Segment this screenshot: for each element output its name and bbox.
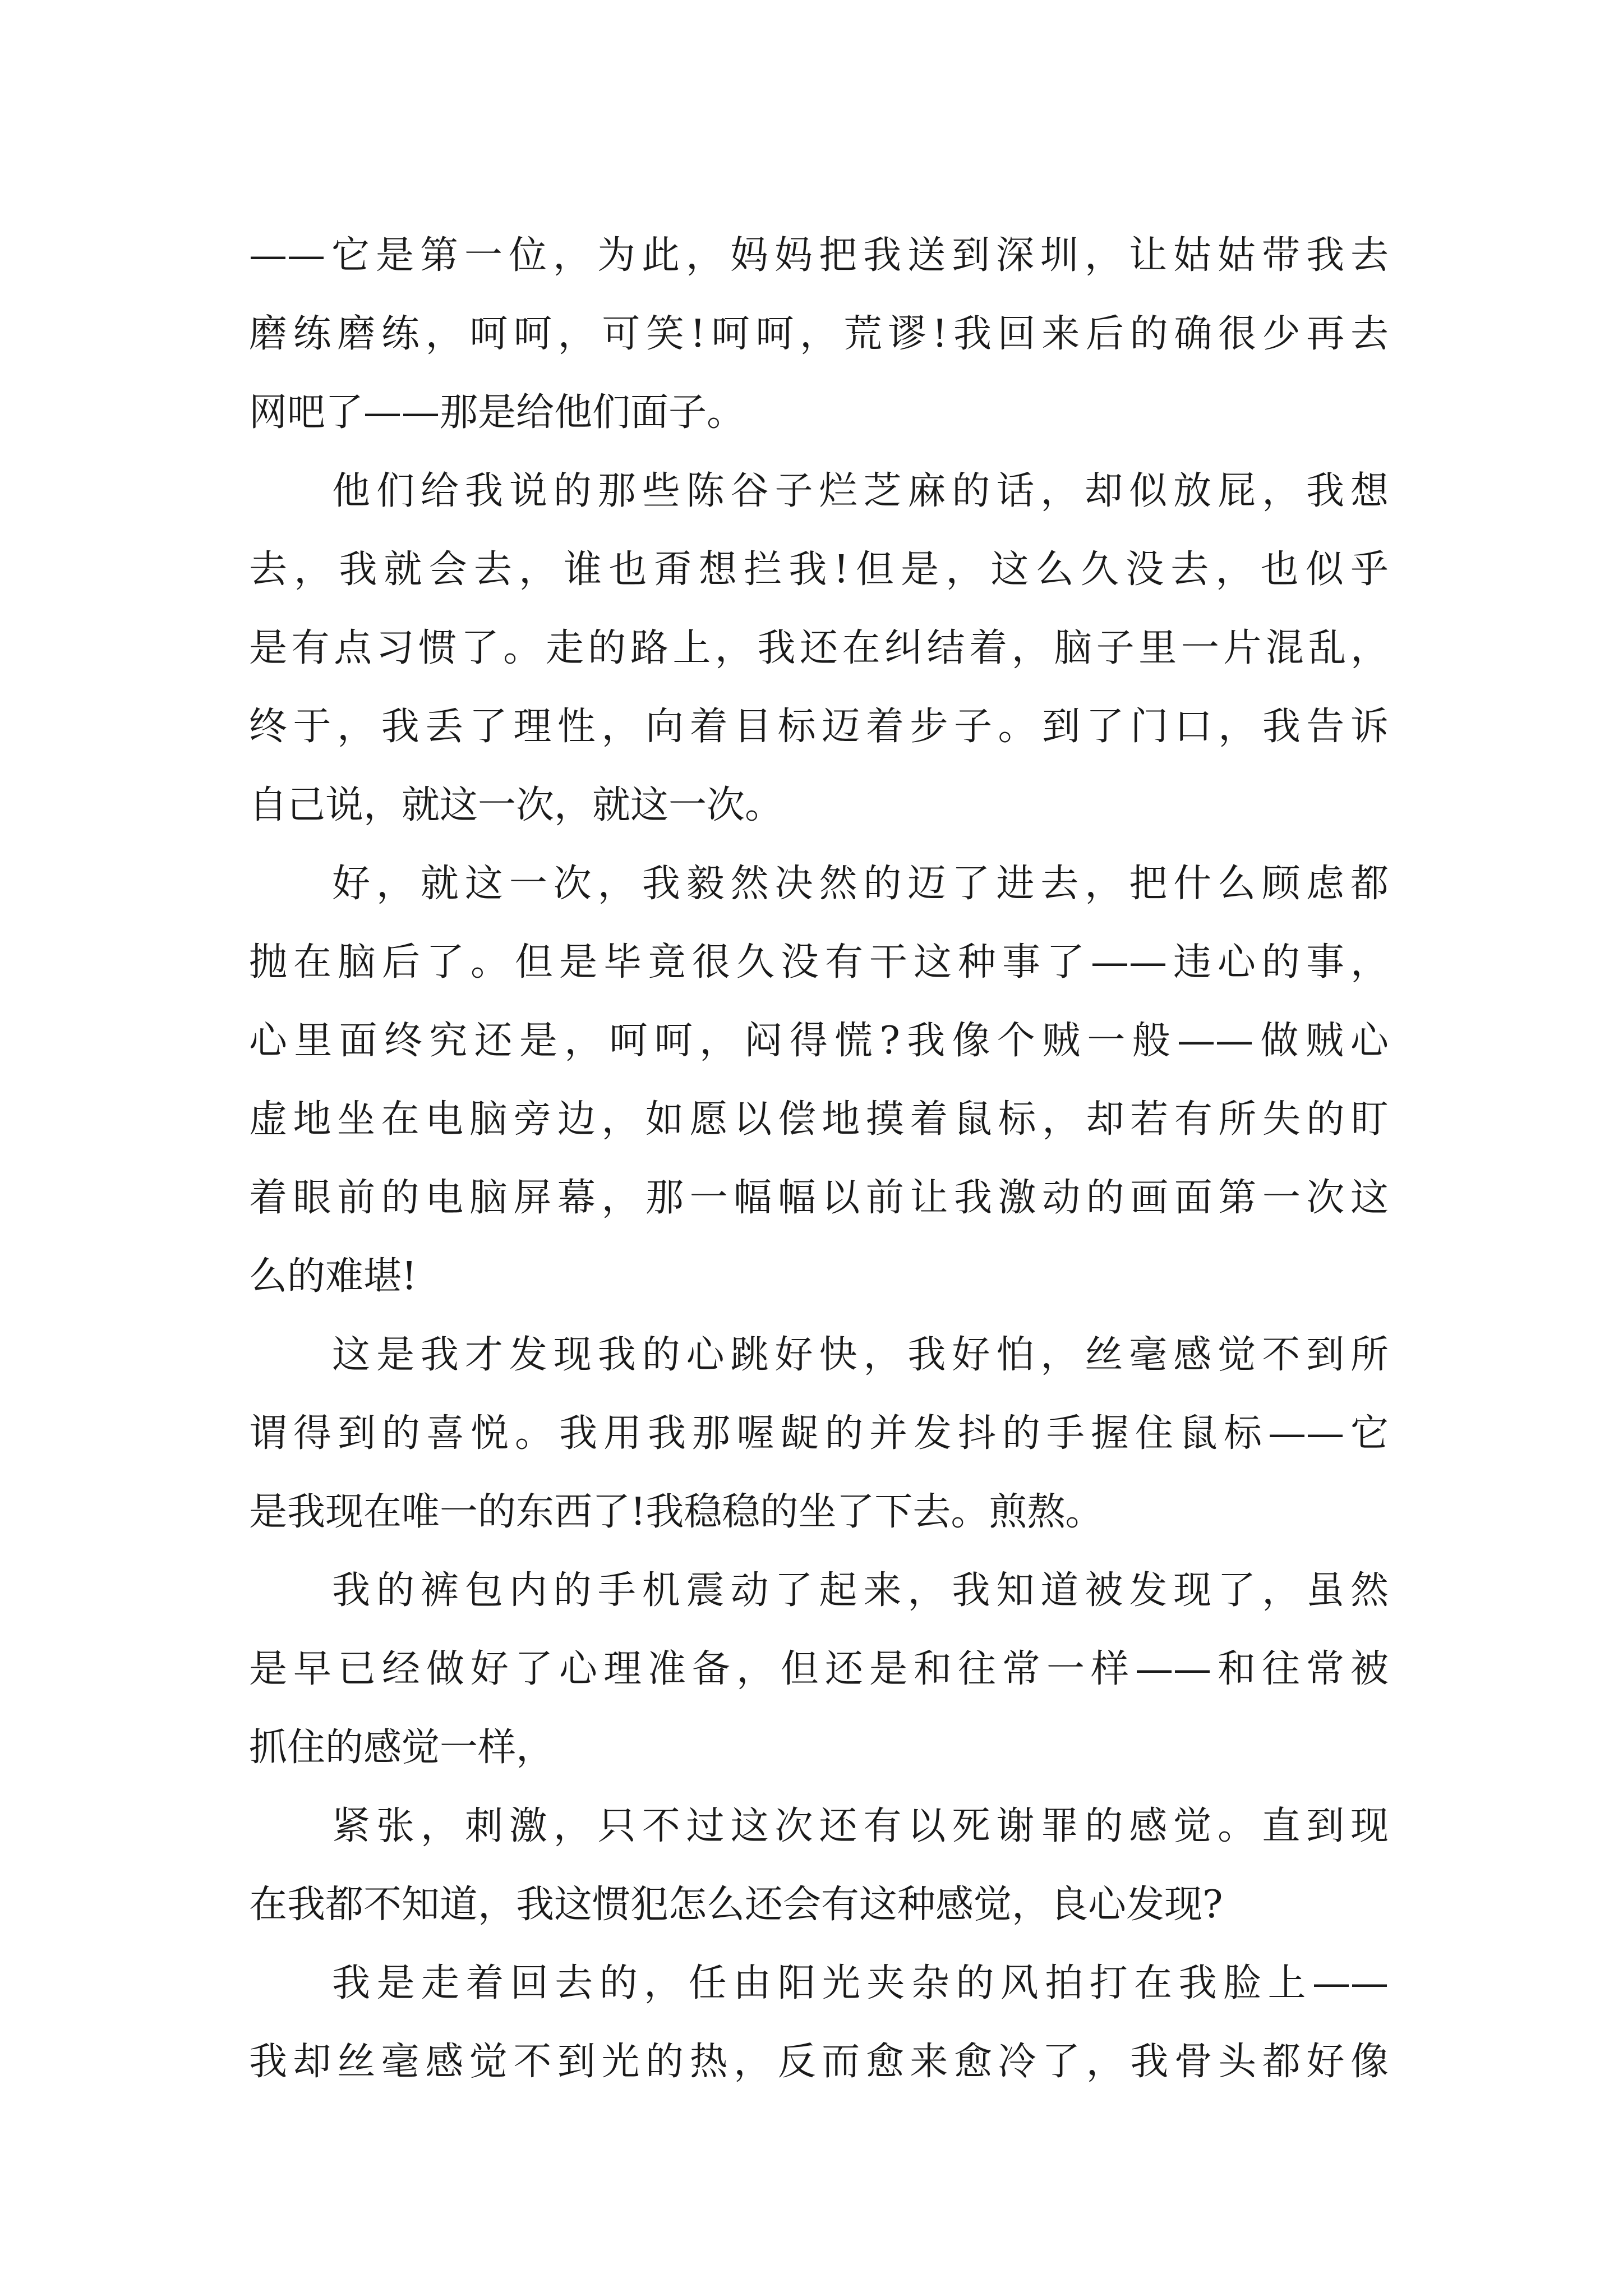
paragraph-4-line-3: 是我现在唯一的东西了!我稳稳的坐了下去。煎熬。 <box>249 1490 1104 1534</box>
paragraph-5-line-3: 抓住的感觉一样， <box>249 1726 555 1770</box>
paragraph-5-line-1: 我的裤包内的手机震动了起来，我知道被发现了，虽然 <box>332 1568 1389 1613</box>
paragraph-2-line-1: 他们给我说的那些陈谷子烂芝麻的话，却似放屁，我想 <box>332 469 1389 513</box>
paragraph-7-line-2: 我却丝毫感觉不到光的热，反而愈来愈冷了，我骨头都好像 <box>249 2040 1389 2084</box>
paragraph-2-line-4: 终于，我丢了理性，向着目标迈着步子。到了门口，我告诉 <box>249 705 1389 749</box>
paragraph-4-line-2: 谓得到的喜悦。我用我那喔龊的并发抖的手握住鼠标——它 <box>249 1411 1389 1456</box>
paragraph-3-line-3: 心里面终究还是，呵呵，闷得慌?我像个贼一般——做贼心 <box>249 1019 1389 1063</box>
paragraph-6-line-2: 在我都不知道，我这惯犯怎么还会有这种感觉，良心发现? <box>249 1883 1223 1927</box>
paragraph-4-line-1: 这是我才发现我的心跳好快，我好怕，丝毫感觉不到所 <box>332 1333 1389 1377</box>
paragraph-7-line-1: 我是走着回去的，任由阳光夹杂的风拍打在我脸上—— <box>332 1961 1389 2005</box>
paragraph-3-line-4: 虚地坐在电脑旁边，如愿以偿地摸着鼠标，却若有所失的盯 <box>249 1097 1389 1142</box>
paragraph-2-line-2: 去，我就会去，谁也甭想拦我!但是，这么久没去，也似乎 <box>249 547 1389 592</box>
paragraph-1-line-1: ——它是第一位，为此，妈妈把我送到深圳，让姑姑带我去 <box>249 233 1389 278</box>
paragraph-3-line-2: 抛在脑后了。但是毕竟很久没有干这种事了——违心的事， <box>249 940 1389 984</box>
body-text <box>249 217 1389 2101</box>
paragraph-6-line-1: 紧张，刺激，只不过这次还有以死谢罪的感觉。直到现 <box>332 1804 1389 1848</box>
paragraph-2-line-3: 是有点习惯了。走的路上，我还在纠结着，脑子里一片混乱， <box>249 626 1389 670</box>
paragraph-2-line-5: 自己说，就这一次，就这一次。 <box>249 783 783 827</box>
paragraph-5-line-2: 是早已经做好了心理准备，但还是和往常一样——和往常被 <box>249 1647 1389 1691</box>
paragraph-1-line-3: 网吧了——那是给他们面子。 <box>249 390 745 435</box>
paragraph-3-line-6: 么的难堪! <box>249 1254 417 1299</box>
paragraph-3-line-5: 着眼前的电脑屏幕，那一幅幅以前让我激动的画面第一次这 <box>249 1176 1389 1220</box>
paragraph-3-line-1: 好，就这一次，我毅然决然的迈了进去，把什么顾虑都 <box>332 862 1389 906</box>
paragraph-1-line-2: 磨练磨练，呵呵，可笑!呵呵，荒谬!我回来后的确很少再去 <box>249 312 1389 356</box>
